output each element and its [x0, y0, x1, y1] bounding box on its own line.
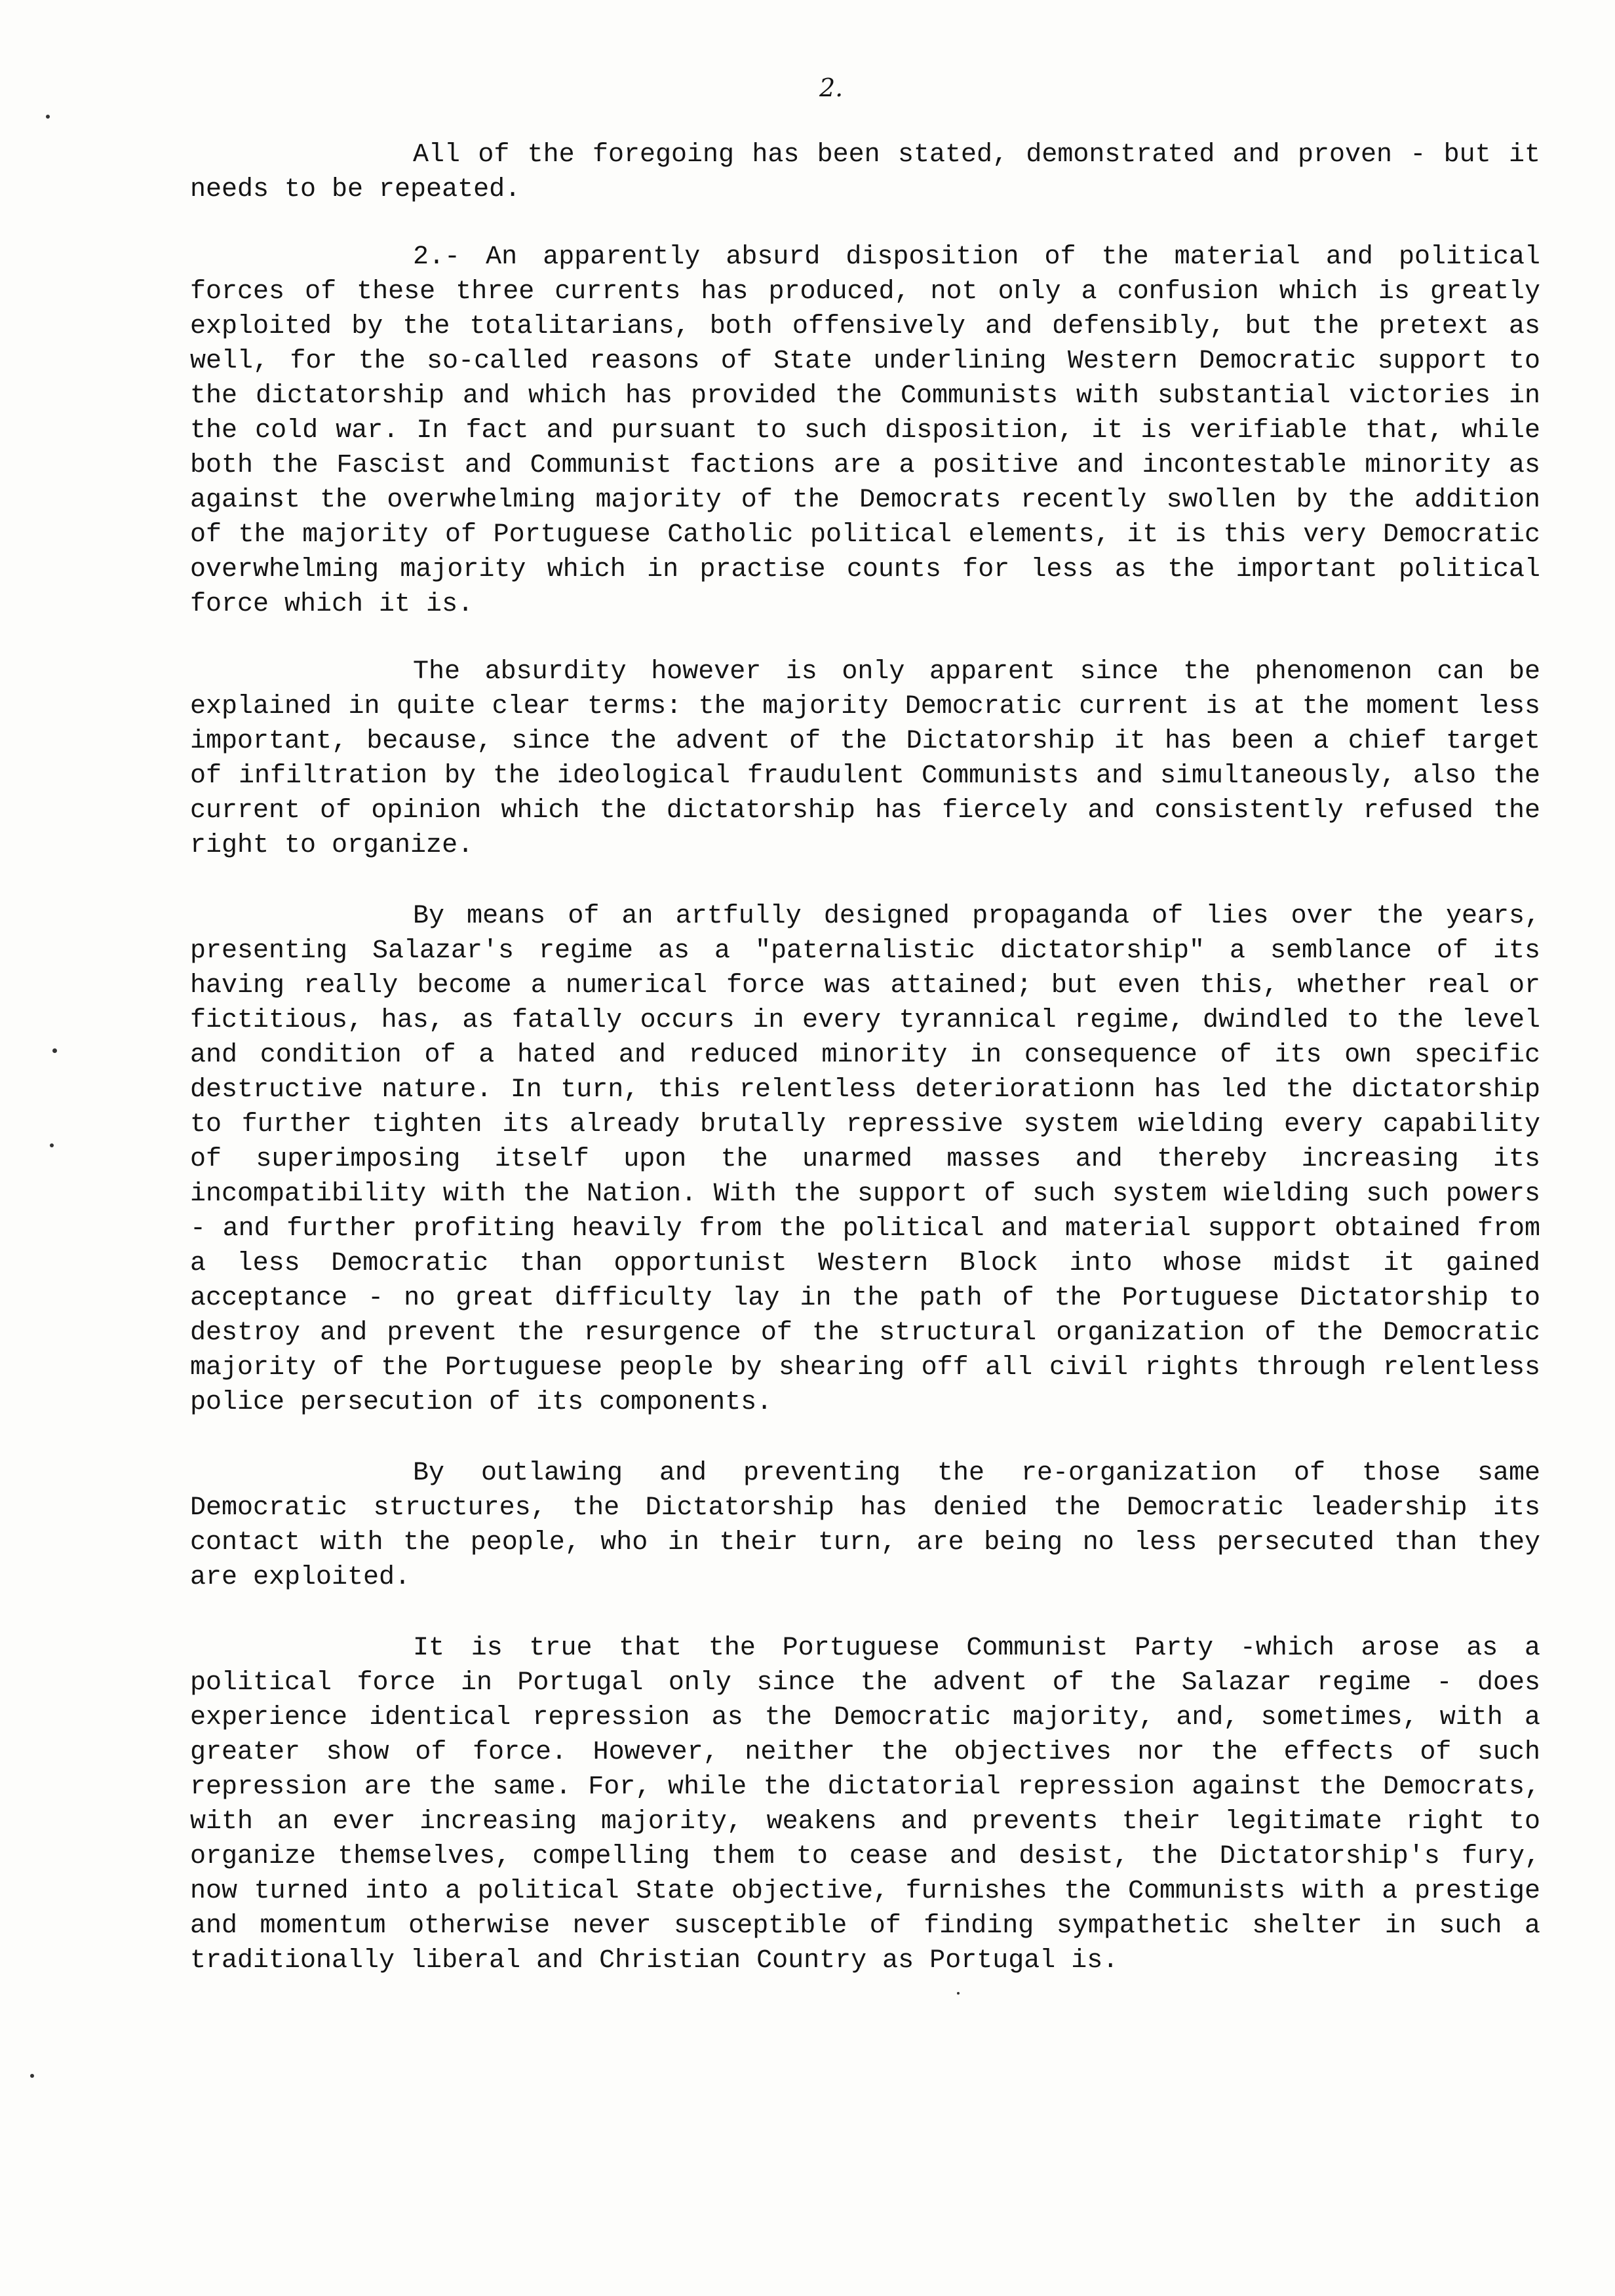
paragraph-2: 2.- An apparently absurd disposition of the material and political forces of these three currents has produced, not only a confusion which is greatly exploited by the totalitarians, both offensively and defensibly, but the pretext as well, for the so-called reasons of State underlining Western Democratic support to the dictatorship and which has provided the Communists with substantial victories in the cold war. In fact and pursuant to such disposition, it is verifiable that, while both the Fascist and Communist factions are a positive and incontestable minority as against the overwhelming majority of the Democrats recently swollen by the addition of the majority of Portuguese Catholic political elements, it is this very Democratic overwhelming majority which in practise counts for less as the important political force which it is. — [190, 242, 1540, 619]
paragraph-3: The absurdity however is only apparent since the phenomenon can be explained in quite clear terms: the majority Democratic current is at the moment less important, because, since the advent of the Dictatorship it has been a chief target of infiltration by the ideological fraudulent Communists and simultaneously, also the current of opinion which the dictatorship has fiercely and consistently refused the right to organize. — [190, 657, 1540, 860]
scan-speck — [52, 1048, 57, 1053]
paragraph-4: By means of an artfully designed propaganda of lies over the years, presenting Salazar's regime as a "paternalistic dictatorship" a semblance of its having really become a numerical force was attained; but even this, whether real or fictitious, has, as fatally occurs in every tyrannical regime, dwindled to the level and condition of a hated and reduced minority in consequence of its own specific destructive nature. In turn, this relentless deteriorationn has led the dictatorship to further tighten its already brutally repressive system wielding every capability of superimposing itself upon the unarmed masses and thereby increasing its incompatibility with the Nation. With the support of such system wielding such powers - and further profiting heavily from the political and material support obtained from a less Democratic than opportunist Western Block into whose midst it gained acceptance - no great difficulty lay in the path of the Portuguese Dictatorship to destroy and prevent the resurgence of the structural organization of the Democratic majority of the Portuguese people by shearing off all civil rights through relentless police persecution of its components. — [190, 902, 1540, 1417]
paragraph-6: It is true that the Portuguese Communist Party -which arose as a political force in Portugal only since the advent of the Salazar regime - does experience identical repression as the Democratic majority, and, sometimes, with a greater show of force. However, neither the objectives nor the effects of such repression are the same. For, while the dictatorial repression against the Democrats, with an ever increasing majority, weakens and prevents their legitimate right to organize themselves, compelling them to cease and desist, the Dictatorship's fury, now turned into a political State objective, furnishes the Communists with a prestige and momentum otherwise never susceptible of finding sympathetic shelter in such a traditionally liberal and Christian Country as Portugal is. — [190, 1634, 1540, 1976]
scan-speck — [957, 1992, 960, 1995]
page-number: 2. — [819, 73, 844, 102]
scan-speck — [30, 2074, 34, 2078]
scan-speck — [50, 1143, 54, 1147]
paragraph-1: All of the foregoing has been stated, demonstrated and proven - but it needs to be repeated. — [190, 140, 1540, 204]
body-text — [190, 138, 1540, 1978]
scan-speck — [46, 115, 50, 119]
paragraph-5: By outlawing and preventing the re-organization of those same Democratic structures, the Dictatorship has denied the Democratic leadership its contact with the people, who in their turn, are being no less persecuted than they are exploited. — [190, 1459, 1540, 1592]
